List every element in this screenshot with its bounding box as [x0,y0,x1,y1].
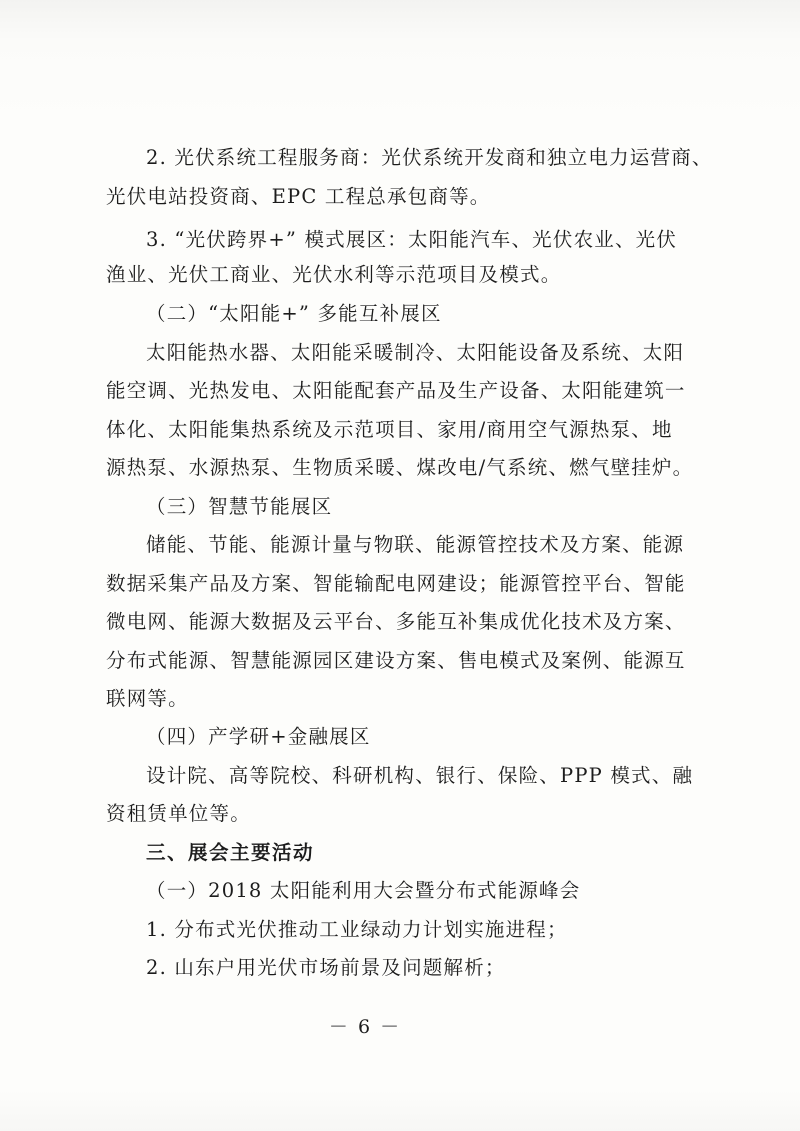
chapter-heading: 三、展会主要活动 [146,841,315,864]
paragraph-line: 设计院、高等院校、科研机构、银行、保险、PPP 模式、融 [146,764,694,787]
paragraph-line: 太阳能热水器、太阳能采暖制冷、太阳能设备及系统、太阳 [146,341,685,364]
paragraph-line: 光伏电站投资商、EPC 工程总承包商等。 [106,185,491,208]
paragraph-line: 微电网、能源大数据及云平台、多能互补集成优化技术及方案、 [106,610,686,633]
paragraph-line: 2. 山东户用光伏市场前景及问题解析； [146,956,506,979]
page-number: － 6 － [328,1016,402,1038]
paragraph-line: 体化、太阳能集热系统及示范项目、家用/商用空气源热泵、地 [106,418,673,441]
paragraph-line: 联网等。 [106,687,189,710]
paragraph-line: 1. 分布式光伏推动工业绿动力计划实施进程； [146,918,568,941]
paragraph-line: 源热泵、水源热泵、生物质采暖、煤改电/气系统、燃气壁挂炉。 [106,456,694,479]
section-heading: （三）智慧节能展区 [146,495,333,518]
paragraph-line: 2. 光伏系统工程服务商：光伏系统开发商和独立电力运营商、 [146,146,713,169]
section-heading: （四）产学研+金融展区 [146,725,371,748]
section-heading: （二）“太阳能+” 多能互补展区 [146,302,442,325]
paragraph-line: 分布式能源、智慧能源园区建设方案、售电模式及案例、能源互 [106,649,686,672]
paragraph-line: 数据采集产品及方案、智能输配电网建设；能源管控平台、智能 [106,572,686,595]
paragraph-line: 渔业、光伏工商业、光伏水利等示范项目及模式。 [106,263,562,286]
paragraph-line: 资租赁单位等。 [106,802,251,825]
paragraph-line: 能空调、光热发电、太阳能配套产品及生产设备、太阳能建筑一 [106,379,686,402]
paragraph-line: 3. “光伏跨界+” 模式展区：太阳能汽车、光伏农业、光伏 [146,228,678,251]
page-number-row [0,1012,800,1039]
paragraph-line: 储能、节能、能源计量与物联、能源管控技术及方案、能源 [146,533,685,556]
section-heading: （一）2018 太阳能利用大会暨分布式能源峰会 [146,879,581,902]
